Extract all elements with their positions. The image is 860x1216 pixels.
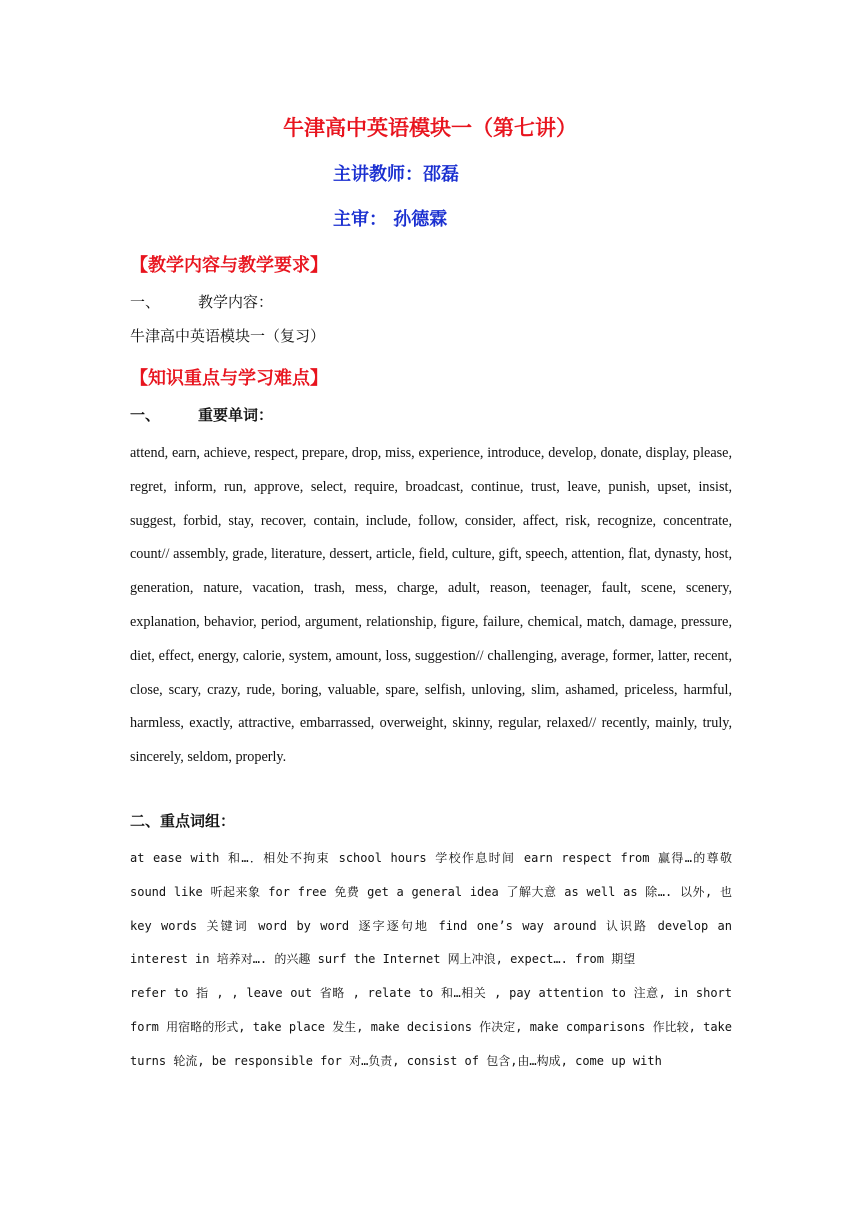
teaching-content-text: 牛津高中英语模块一（复习）	[130, 327, 326, 345]
document-title: 牛津高中英语模块一（第七讲）	[283, 115, 577, 140]
reviewer-line: 主审： 孙德霖	[333, 209, 448, 230]
item-label: 教学内容：	[198, 293, 274, 311]
section-heading-teaching: 【教学内容与教学要求】	[130, 255, 328, 276]
teaching-content-item	[130, 291, 273, 312]
vocab-label: 重要单词：	[198, 406, 274, 424]
item-number: 一、	[130, 293, 161, 311]
phrases-paragraph-2: refer to 指 , , leave out 省略 , relate to 和…相关 , pay attention to 注意, in short form 用宿略的形式, take place 发生, make decisions 作决定, make comparisons 作比较, take turns 轮流, be responsible for 对…负责, consist of 包含,由…构成, come up with	[130, 986, 732, 1068]
vocabulary-list: attend, earn, achieve, respect, prepare, drop, miss, experience, introduce, develop, donate, display, please, regret, inform, run, approve, select, require, broadcast, continue, trust, leave, punish, upset, insist, suggest, forbid, stay, recover, contain, include, follow, consider, affect, risk, recognize, concentrate, count// assembly, grade, literature, dessert, article, field, culture, gift, speech, attention, flat, dynasty, host, generation, nature, vacation, trash, mess, charge, adult, reason, teenager, fault, scene, scenery, explanation, behavior, period, argument, relationship, figure, failure, chemical, match, damage, pressure, diet, effect, energy, calorie, system, amount, loss, suggestion// challenging, average, former, latter, recent, close, scary, crazy, rude, boring, valuable, spare, selfish, unloving, slim, ashamed, priceless, harmful, harmless, exactly, attractive, embarrassed, overweight, skinny, regular, relaxed// recently, mainly, truly, sincerely, seldom, properly.	[130, 445, 732, 766]
phrases-paragraph-1: at ease with 和…．相处不拘束 school hours 学校作息时间 earn respect from 赢得…的尊敬 sound like 听起来象 for free 免费 get a general idea 了解大意 as well as 除…. 以外, 也 key words 关键词 word by word 逐字逐句地 find one’s way around 认识路 develop an interest in 培养对…. 的兴趣 surf the Internet 网上冲浪, expect…. from 期望	[130, 851, 732, 967]
vocab-number: 一、	[130, 406, 161, 424]
phrases-block	[130, 842, 732, 1079]
phrases-heading: 二、重点词组：	[130, 812, 236, 830]
section-heading-key-points: 【知识重点与学习难点】	[130, 368, 328, 389]
lecturer-line: 主讲教师：邵磊	[333, 164, 459, 185]
vocab-heading	[130, 404, 273, 425]
